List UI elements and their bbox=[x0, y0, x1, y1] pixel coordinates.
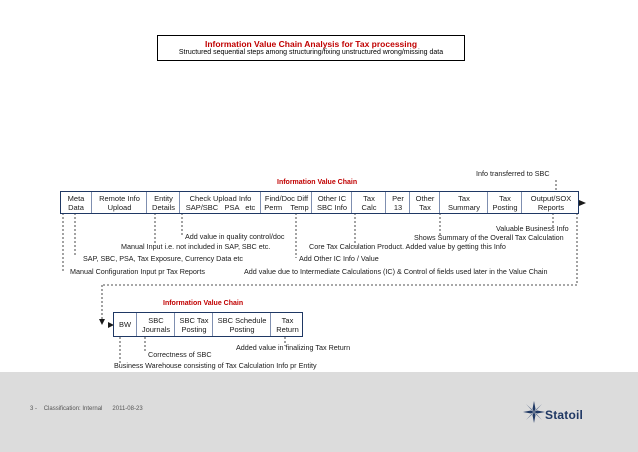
note-correctness-of-sbc: Correctness of SBC bbox=[148, 350, 212, 359]
note-intermediate-calculations: Add value due to Intermediate Calculations (IC) & Control of fields used later in the Value Chain bbox=[244, 267, 548, 276]
note-quality-control: Add value in quality control/doc bbox=[185, 232, 285, 241]
note-finalizing-tax-return: Added value in finalizing Tax Return bbox=[236, 343, 351, 352]
chain-step-other-tax: Other Tax bbox=[409, 192, 440, 213]
note-manual-input: Manual Input i.e. not included in SAP, SBC etc. bbox=[121, 242, 271, 251]
transfer-note: Info transferred to SBC bbox=[476, 169, 550, 178]
note-valuable-business-info: Valuable Business Info bbox=[496, 224, 569, 233]
chain-step-other-ic-sbc-info: Other IC SBC Info bbox=[311, 192, 352, 213]
top-chain-row bbox=[60, 191, 579, 214]
chain-step-entity-details: Entity Details bbox=[146, 192, 180, 213]
chain-step-find-doc-diff: Find/Doc Diff Perm Temp bbox=[260, 192, 312, 213]
note-core-tax-calculation: Core Tax Calculation Product. Added value by getting this Info bbox=[309, 242, 506, 251]
statoil-star-icon bbox=[522, 400, 546, 424]
chain-step-check-upload-info: Check Upload Info SAP/SBC PSA etc bbox=[179, 192, 261, 213]
chain-step-bw: BW bbox=[118, 320, 132, 329]
chain-step-output-sox-reports: Output/SOX Reports bbox=[521, 192, 580, 213]
top-chain-label: Information Value Chain bbox=[277, 179, 358, 186]
chain-step-sbc-schedule-posting: SBC Schedule Posting bbox=[212, 313, 271, 336]
chain-step-meta-data: Meta Data bbox=[67, 193, 85, 212]
chain-step-tax-summary: Tax Summary bbox=[439, 192, 488, 213]
statoil-logo: Statoil bbox=[545, 408, 584, 422]
title-box bbox=[157, 35, 465, 61]
chain-step-remote-info-upload: Remote Info Upload bbox=[91, 192, 147, 213]
diagram-subtitle: Structured sequential steps among structuring/fixing unstructured wrong/missing data bbox=[178, 49, 444, 56]
note-tax-summary: Shows Summary of the Overall Tax Calculation bbox=[414, 233, 564, 242]
bottom-chain-label: Information Value Chain bbox=[163, 300, 244, 307]
chain-step-sbc-journals: SBC Journals bbox=[136, 313, 175, 336]
footer-page-number: 3 - bbox=[30, 406, 38, 412]
diagram-title: Information Value Chain Analysis for Tax processing bbox=[204, 39, 418, 49]
chain-step-tax-posting: Tax Posting bbox=[487, 192, 522, 213]
chain-step-tax-return: Tax Return bbox=[270, 313, 304, 336]
footer-classification: Classification: Internal bbox=[43, 406, 103, 412]
note-source-systems: SAP, SBC, PSA, Tax Exposure, Currency Data etc bbox=[83, 254, 243, 263]
note-other-ic-info: Add Other IC Info / Value bbox=[299, 254, 379, 263]
note-manual-configuration: Manual Configuration Input pr Tax Reports bbox=[70, 267, 205, 276]
bottom-chain-row bbox=[113, 312, 303, 337]
footer-date: 2011-08-23 bbox=[112, 406, 143, 412]
chain-step-tax-calc: Tax Calc bbox=[351, 192, 386, 213]
footer-info bbox=[30, 406, 143, 412]
chain-step-per-13: Per 13 bbox=[385, 192, 410, 213]
note-business-warehouse: Business Warehouse consisting of Tax Calculation Info pr Entity bbox=[114, 361, 317, 370]
chain-step-sbc-tax-posting: SBC Tax Posting bbox=[174, 313, 213, 336]
